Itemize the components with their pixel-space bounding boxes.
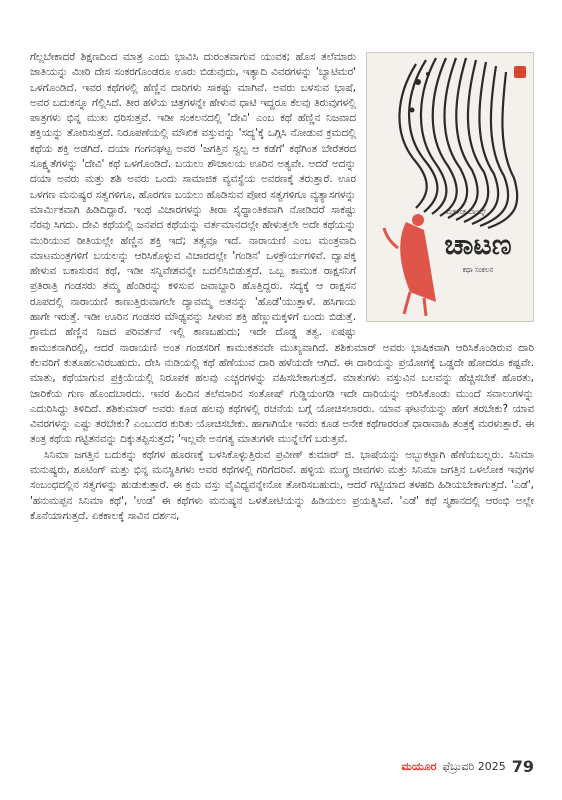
book-subtitle: ಕಥಾ ಸಂಕಲನ bbox=[462, 266, 494, 274]
magazine-logo: ಮಯೂರ bbox=[401, 759, 437, 773]
book-author: ಮಕಳಂಕ ಬಾಯ್ಕ್ bbox=[446, 208, 486, 216]
article-column bbox=[30, 50, 534, 524]
book-cover-image bbox=[366, 52, 534, 322]
page-number: 79 bbox=[511, 757, 534, 776]
article-paragraph: ಸಿನಿಮಾ ಜಗತ್ತಿನ ಬದುಕನ್ನು ಕಥೆಗಳ ಹೂರಣಕ್ಕೆ ಬಳಸಿಕೊಳ್ಳುತ್ತಿರುವ ಪ್ರವೀಣ್ ಕುಮಾರ್ ಜಿ. ಭಾಷೆಯನ್ನು ಅಬ್ಬುಕಟ್ಟಾಗಿ ಹೆಣೆಯಬಲ್ಲರು. ಸಿನಿಮಾ ಮನುಷ್ಯರು, ಶೂಟಿಂಗ್ ಮತ್ತು ಭಿನ್ನ ಮನಸ್ಥಿತಿಗಳು ಅವರ ಕಥೆಗಳಲ್ಲಿ ಗರಿಗೆದರಿವೆ. ಹಳ್ಳಿಯ ಮುಗ್ಧ ಜೀವಗಳು ಮತ್ತು ಸಿನಿಮಾ ಜಗತ್ತಿನ ಒಳಲೋಕ ಇವುಗಳ ಸಂಬಂಧದಲ್ಲಿನ ಸತ್ವಗಳನ್ನು ಹುಡುಕುತ್ತಾರೆ. ಈ ಕ್ರಮ ವಸ್ತು ವೈವಿಧ್ಯವನ್ನೇನೋ ತೋರಿಸಬಹುದು, ಆದರೆ ಗಟ್ಟಿಯಾದ ತಳಹದಿ ಹಿಡಿಯಬೇಕಾಗುತ್ತದೆ. 'ಎಡೆ', 'ಹನುಮಪ್ಪನ ಸಿನಿಮಾ ಕಥೆ', 'ಉಡ' ಈ ಕಥೆಗಳು ಮನುಷ್ಯನ ಒಳತೋಟಿಯನ್ನು ಹಿಡಿಯಲು ಪ್ರಯತ್ನಿಸಿವೆ. 'ಎಡೆ' ಕಥೆ ಸ್ಮಶಾನದಲ್ಲಿ ಆರಂಭಿ ಅಲ್ಲೇ ಕೊನೆಯಾಗುತ್ತದೆ. ಏಕಕಾಲಕ್ಕೆ ಸಾವಿನ ದರ್ಶನ, bbox=[30, 448, 534, 522]
book-title: ಚಾಟಣ bbox=[444, 228, 512, 261]
book-cover-illustration bbox=[366, 52, 534, 322]
article-paragraph: ಗೆಲ್ಲಬೇಕಾದರೆ ಶಿಕ್ಷಣದಿಂದ ಮಾತ್ರ ಎಂದು ಭಾವಿಸಿ ದುರಂತವಾಗುವ ಯುವಕ; ಹೊಸ ತಲೆಮಾರು ಜಾತಿಯನ್ನು ಮೀರಿ ದೇಸ ಸಂಕರಗೊಂಡರೂ ಊರು ಬಿಡುವುದು, ಇತ್ಯಾದಿ ವಿವರಗಳನ್ನು 'ಬ್ಯಾಟಿಮರ' ಒಳಗೊಂಡಿದೆ. ಇವರ ಕಥೆಗಳಲ್ಲಿ ಹೆಣ್ಣಿನ ದಾರಿಗಳು ಸಾಕಷ್ಟು ಮಾಗಿವೆ. ಅವರು ಬಳಸುವ ಭಾಷೆ, ಅವರ ಬದುಕನ್ನೂ ಗೆಲ್ಲಿಸಿದೆ. ತೀರ ಹಳೆಯ ಚಿತ್ರಗಳನ್ನೇ ಹೇಳುವ ಧಾಟಿ ಇದ್ದರೂ ಕೆಲವು ತಿರುವುಗಳಲ್ಲಿ ಪಾತ್ರಗಳು ಭಿನ್ನ ಮುಖ ಧರಿಸುತ್ತವೆ. ಇಡೀ ಸಂಕಲನದಲ್ಲಿ 'ದೇವಿ' ಎಂಬ ಕಥೆ ಹೆಣ್ಣಿನ ನಿಜವಾದ ಶಕ್ತಿಯನ್ನು ತೋರಿಸುತ್ತದೆ. ನಿರೂಪಣೆಯಲ್ಲಿ ಮೌಖಿಕ ವಸ್ತುವನ್ನು 'ಸದ್ಯ'ಕ್ಕೆ ಒಗ್ಗಿಸಿ ನೋಡುವ ಕ್ರಮದಲ್ಲಿ ಕಥೆಯ ಶಕ್ತಿ ಅಡಗಿದೆ. ದಯಾ ಗಂಗನಘಟ್ಟ ಅವರ 'ಜಗತ್ತಿನ ಸ್ವಲ್ಪ ಆ ಕಡೆಗೆ' ಕಥೆಗಿಂತ ಬೇರೆತರದ ಸೂಕ್ಷ್ಮತೆಗಳನ್ನು 'ದೇವಿ' ಕಥೆ ಒಳಗೊಂಡಿದೆ. ಬಯಲು ಶೌಚಾಲಯ ಊರಿನ ಅತ್ಯವೇ. ಅದರೆ ಅದನ್ನು ದಯಾ ಅವರು ಮತ್ತು ಶಶಿ ಅವರು ಒಂದು ಸಾಮಾಜಿಕ ವ್ಯವಸ್ಥೆಯ ಅವರಣಕ್ಕೆ ತರುತ್ತಾರೆ. ಊರ ಒಳಗಣ ಮನುಷ್ಯರ ಸತ್ವಗಳಿಗೂ, ಹೊರಗಣ ಬಯಲು ಹೊಡಿಸುವ ಪೋರ ಸತ್ವಗಳಿಗೂ ವ್ಯತ್ಯಾಸಗಳನ್ನು ಮಾರ್ಮಿಕವಾಗಿ ಹಿಡಿದಿದ್ದಾರೆ. ಇಂಥ ವಿಚಾರಗಳನ್ನು ತೀರಾ ಸೈದ್ಧಾಂತಿಕವಾಗಿ ನೋಡಿದರೆ ಸಾಕಷ್ಟು ನೆರವು ಸಿಗದು. ದೇವಿ ಕಥೆಯಲ್ಲಿ ಜನಪದ ಕಥೆಯನ್ನು ವರ್ತಮಾನದಲ್ಲೇ ಹೇಳುತ್ತಲೇ ಅದೇ ಕಥೆಯನ್ನು ಮುರಿಯುವ ರೀತಿಯಲ್ಲೇ ಹೆಣ್ಣಿನ ಶಕ್ತಿ ಇದೆ; ತತ್ವವೂ ಇದೆ. ನಾರಾಯಣಿ ಎಂಬ ಮಂತ್ರವಾದಿ ಮಾಟಮಂತ್ರಗಳಿಗೆ ಬಯಲನ್ನು ಆರಿಸಿಕೊಳ್ಳುವ ವಿಚಾರದಲ್ಲೇ 'ಗಂಡಿನ' ಒಳಕ್ರೌರ್ಯಗಳಿವೆ. ದ್ವಾಪಕ್ಕ ಹೇಳುವ ಬಕಾಸುರನ ಕಥೆ, ಇಡೀ ಸನ್ನಿವೇಶವನ್ನೇ ಬದಲಿಸಿಬಿಡುತ್ತದೆ. ಒಬ್ಬ ಕಾಮುಕ ರಾಕ್ಷಸನಿಗೆ ಪ್ರತಿರಾತ್ರಿ ಗಂಡಸರು ತಮ್ಮ ಹೆಂಡಿರನ್ನು ಕಳಿಸುವ ಜವಾಬ್ದಾರಿ ಹೊತ್ತಿದ್ದರು. ಸದ್ಯಕ್ಕೆ ಆ ರಾಕ್ಷಸನ ರೂಪದಲ್ಲಿ ನಾರಾಯಣಿ ಕಾಣುತ್ತಿರುವಾಗಲೇ ದ್ಯಾವಮ್ಮ ಅತನನ್ನು 'ಹೊಡೆ'ಯುತ್ತಾಳೆ. ಹಸಿಗಾಯ ಹಾಗೇ ಇರುತ್ತೆ. ಇಡೀ ಊರಿನ ಗಂಡಸರ ಮೌಢ್ಯವನ್ನು ಸೀಳುವ ಶಕ್ತಿ ಹೆಣ್ಣುಮಕ್ಕಳಿಗೆ ಬಂದು ಬಿಡುತ್ತೆ. ಗ್ರಾಮದ ಹೆಣ್ಣಿನ ನಿಜದ ಪರಿವರ್ತನೆ ಇಲ್ಲಿ ಕಾಣಬಹುದು; ಇದೇ ದೊಡ್ಡ ತತ್ವ. ಏಷಷ್ಟು ಕಾಮುಕನಾಗಿರಲ್ಲಿ, ಆದರೆ ನಾರಾಯಣಿ ಅಂತ ಗಂಡಸರಿಗೆ ಕಾಮುಕತನವೇ ಮುಖ್ಯವಾಗಿದೆ. ಶಶಿಕುಮಾರ್ ಅವರು ಭಾಷಿಕವಾಗಿ ಆರಿಸಿಕೊಂಡಿರುವ ದಾರಿ ಕೆಲವರಿಗೆ ಕುತೂಹಲವಿರಬಹುದು. ದೇಸಿ ನುಡಿಯಲ್ಲಿ ಕಥೆ ಹೆಣೆಯುವ ದಾರಿ ಹಳೆಯದೇ ಆಗಿದೆ. ಈ ದಾರಿಯನ್ನು ಪ್ರಯೋಗಕ್ಕೆ ಒಡ್ಡದೇ ಹೋದರೂ ಕಷ್ಟವೇ. ಮಾತು, ಕಥೆಯಾಗುವ ಪ್ರಕ್ರಿಯೆಯಲ್ಲಿ ನಿರೂಪಕ ಹಲವು ಎಚ್ಚರಗಳನ್ನು ವಹಿಸಬೇಕಾಗುತ್ತದೆ. ಮಾತುಗಳು ವಸ್ತುವಿನ ಬಲವನ್ನು ಹೆಚ್ಚಿಸಬೇಕೆ ಹೊರತು, ಜಾರಿಕೆಯ ಗುಣ ಹೊಂದಬಾರದು. ಇವರ ಹಿಂದಿನ ತಲೆಮಾರಿನ ಸಂತೋಷ್ ಗುಡ್ಡಿಯಂಗಡಿ ಇದೇ ದಾರಿಯನ್ನು ಆರಿಸಿಕೊಂಡು ಮುಂದೆ ಸವಾಲುಗಳನ್ನು ಎದುರಿಸಿದ್ದು ತಿಳಿದಿದೆ. ಶಶಿಕುಮಾರ್ ಅವರು ಕೂಡ ಹಲವು ಕಥೆಗಳಲ್ಲಿ ರಚನೆಯ ಬಗ್ಗೆ ಯೋಚಿಸಲಾರರು. ಯಾವ ಘಟನೆಯನ್ನು ಹೇಗೆ ತರಬೇಕು? ಯಾವ ವಿವರಗಳನ್ನು ಎಷ್ಟು ತರಬೇಕು? ಎಂಬುದರ ಕುರಿತು ಯೋಚಿಸಬೇಕು. ಹಾಗಾಗಿಯೇ ಇವರು ಕೂಡ ಅನೇಕ ಕಥೆಗಾರರಂತೆ ಧಾರಾವಾಹಿ ತಂತ್ರಕ್ಕೆ ಮರಳುತ್ತಾರೆ. ಈ ತಂತ್ರ ಕಥೆಯ ಗಟ್ಟಿತನವನ್ನು ದಿಕ್ಕುತಪ್ಪಿಸುತ್ತದೆ; 'ಇಲ್ಲವೇ ಅನಗತ್ಯ ಮಾತುಗಳೇ ಮುನ್ನೆಲೆಗೆ ಬರುತ್ತವೆ. bbox=[30, 51, 534, 446]
article-body bbox=[30, 50, 534, 524]
issue-month: ಫೆಬ್ರುವರಿ 2025 bbox=[442, 759, 506, 773]
page-footer bbox=[401, 757, 534, 776]
